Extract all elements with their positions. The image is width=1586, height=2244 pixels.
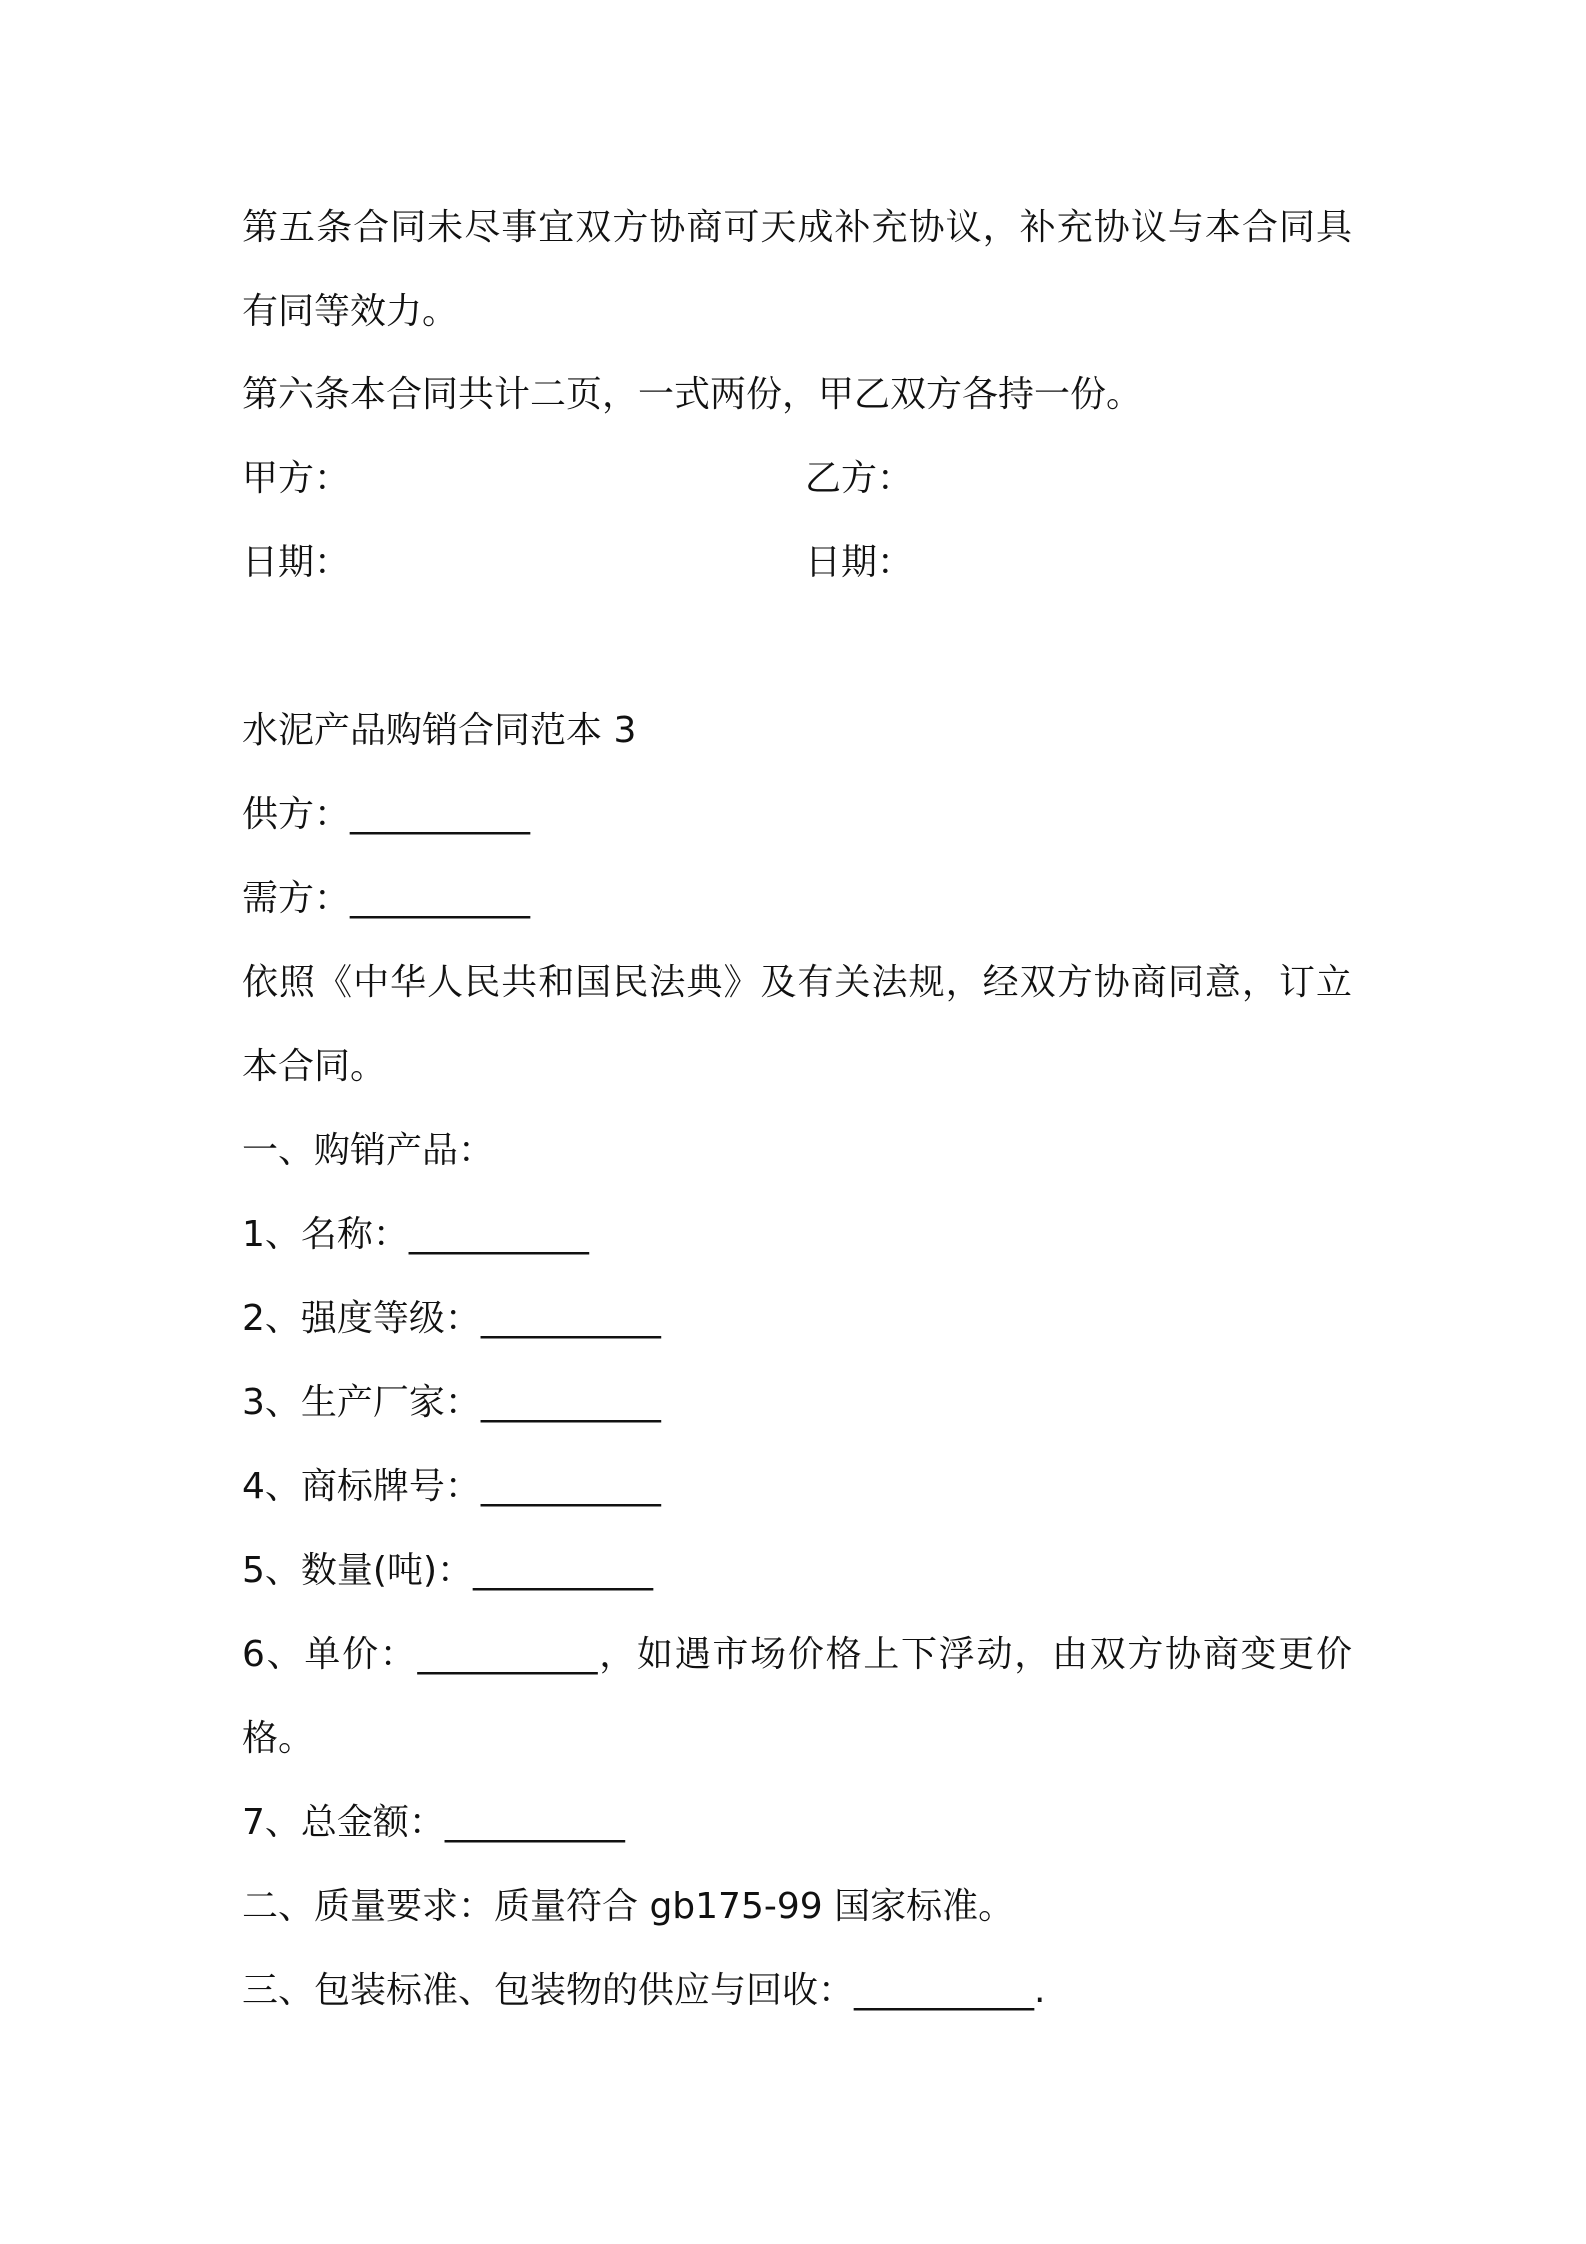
date-a-label: 日期： <box>242 542 351 583</box>
section-3-packaging: 三、包装标准、包装物的供应与回收：__________. <box>242 1970 1046 2011</box>
item-strength-grade: 2、强度等级：__________ <box>242 1298 661 1339</box>
supplier-field: 供方：__________ <box>242 794 531 835</box>
item-unit-price-line-1: 6、单价：__________，如遇市场价格上下浮动，由双方协商变更价 <box>242 1634 1352 1675</box>
contract-title: 水泥产品购销合同范本 3 <box>242 710 637 751</box>
section-1-heading: 一、购销产品： <box>242 1130 495 1171</box>
party-a-label: 甲方： <box>242 458 351 499</box>
clause-5-line-2: 有同等效力。 <box>242 291 459 332</box>
party-b-label: 乙方： <box>805 458 914 499</box>
item-trademark: 4、商标牌号：__________ <box>242 1466 661 1507</box>
clause-6: 第六条本合同共计二页，一式两份，甲乙双方各持一份。 <box>242 374 1143 415</box>
preamble-line-2: 本合同。 <box>242 1046 387 1087</box>
date-b-label: 日期： <box>805 542 914 583</box>
item-total-amount: 7、总金额：__________ <box>242 1802 625 1843</box>
item-name: 1、名称：__________ <box>242 1214 589 1255</box>
preamble-line-1: 依照《中华人民共和国民法典》及有关法规，经双方协商同意，订立 <box>242 962 1352 1003</box>
clause-5-line-1: 第五条合同未尽事宜双方协商可天成补充协议，补充协议与本合同具 <box>242 207 1352 248</box>
section-2-quality: 二、质量要求：质量符合 gb175-99 国家标准。 <box>242 1886 1015 1927</box>
item-manufacturer: 3、生产厂家：__________ <box>242 1382 661 1423</box>
item-quantity: 5、数量(吨)：__________ <box>242 1550 653 1591</box>
buyer-field: 需方：__________ <box>242 878 531 919</box>
item-unit-price-line-2: 格。 <box>242 1718 315 1759</box>
